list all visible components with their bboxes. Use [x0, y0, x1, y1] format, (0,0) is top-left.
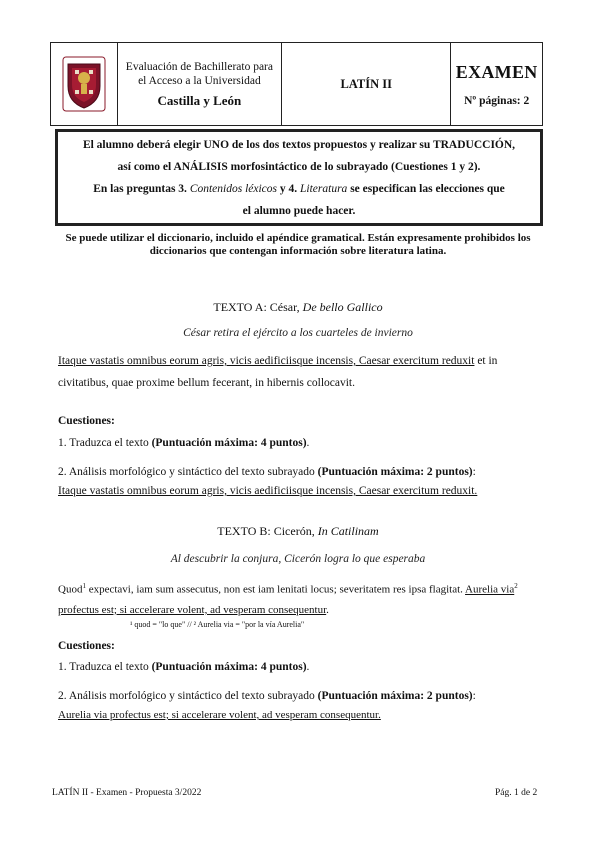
instructions-box	[55, 129, 543, 226]
texto-b-question-2	[58, 690, 476, 702]
texto-b-paragraph	[58, 576, 538, 620]
exam-label: EXAMEN	[455, 61, 538, 82]
note-line-1: Se puede utilizar el diccionario, incluido el apéndice gramatical. Están expresamente prohibidos los	[65, 232, 531, 244]
texto-b-q1-bold: (Puntuación máxima: 4 puntos)	[151, 661, 307, 673]
texto-a-subtitle: César retira el ejército a los cuarteles de invierno	[183, 327, 413, 339]
instructions-line-1: El alumno deberá elegir UNO de los dos textos propuestos y realizar su TRADUCCIÓN,	[82, 139, 516, 151]
texto-b-q2-text: 2. Análisis morfológico y sintáctico del texto subrayado	[58, 690, 318, 702]
texto-a-title-prefix: TEXTO A: César,	[213, 300, 300, 314]
texto-b-question-1	[58, 661, 309, 673]
texto-b-q1-end: .	[306, 661, 310, 673]
texto-a-q1-end: .	[306, 437, 310, 449]
footer-page-number: Pág. 1 de 2	[495, 788, 538, 798]
texto-a-q2-end: :	[472, 466, 476, 478]
texto-b-sup-2: 2	[514, 582, 518, 590]
instr-l3-a: En las preguntas 3.	[93, 183, 187, 195]
header-table	[50, 42, 543, 126]
texto-a-q1-text: 1. Traduzca el texto	[58, 437, 152, 449]
texto-b-mid: expectavi, iam sum assecutus, non est iam lenitati locus; severitatem res ipsa flagitat.	[85, 583, 466, 596]
texto-b-footnote: ¹ quod = "lo que" // ² Aurelia via = "por la vía Aurelia"	[130, 620, 305, 629]
note-line-2: diccionarios que contengan información sobre literatura latina.	[149, 245, 447, 257]
instr-l3-b: Contenidos léxicos	[189, 183, 278, 195]
texto-a-question-2	[58, 466, 476, 478]
texto-b-q2-end: :	[472, 690, 476, 702]
texto-a-q2-text: 2. Análisis morfológico y sintáctico del texto subrayado	[58, 466, 318, 478]
region-label: Castilla y León	[157, 93, 242, 108]
texto-b-q2-sentence: Aurelia via profectus est; si accelerare volent, ad vesperam consequentur.	[58, 709, 381, 721]
texto-a-title	[52, 300, 544, 315]
instr-l3-d: Literatura	[300, 183, 348, 195]
texto-b-q2-bold: (Puntuación máxima: 2 puntos)	[317, 690, 473, 702]
texto-b-subtitle: Al descubrir la conjura, Cicerón logra lo que esperaba	[170, 553, 426, 565]
texto-a-q2-sentence: Itaque vastatis omnibus eorum agris, vicis aedificiisque incensis, Caesar exercitum reduxit.	[58, 485, 478, 497]
texto-b-title-work: In Catilinam	[317, 524, 379, 538]
eval-line-2: el Acceso a la Universidad	[138, 75, 261, 87]
texto-a-rest: et in civitatibus, quae proxime bellum fecerant, in hibernis collocavit.	[58, 355, 498, 389]
subject-label: LATÍN II	[340, 76, 392, 91]
instr-l3-e: se especifican las elecciones que	[350, 183, 505, 195]
subject-cell	[282, 43, 451, 125]
texto-a-paragraph	[58, 350, 538, 394]
footer-exam-id: LATÍN II - Examen - Propuesta 3/2022	[52, 788, 202, 798]
instructions-line-4: el alumno puede hacer.	[242, 205, 356, 217]
dictionary-note	[52, 232, 544, 258]
texto-a-questions-head: Cuestiones:	[58, 415, 115, 427]
texto-a-q1-bold: (Puntuación máxima: 4 puntos)	[151, 437, 307, 449]
texto-b-title-prefix: TEXTO B: Cicerón,	[217, 524, 315, 538]
texto-b-sup-1: 1	[82, 582, 86, 590]
logo-cell	[51, 43, 118, 125]
texto-b-q1-text: 1. Traduzca el texto	[58, 661, 152, 673]
texto-b-under-1: Aurelia via	[465, 583, 515, 596]
pages-count: Nº páginas: 2	[464, 94, 530, 107]
texto-b-end: .	[326, 603, 329, 616]
texto-a-q2-bold: (Puntuación máxima: 2 puntos)	[317, 466, 473, 478]
university-crest-icon	[62, 56, 106, 112]
instr-l3-c: y 4.	[279, 183, 298, 195]
texto-a-question-1	[58, 437, 309, 449]
texto-b-under-2: profectus est; si accelerare volent, ad vesperam consequentur	[58, 603, 327, 616]
texto-a-underlined: Itaque vastatis omnibus eorum agris, vicis aedificiisque incensis, Caesar exercitum reduxit	[58, 355, 475, 367]
texto-b-questions-head: Cuestiones:	[58, 640, 115, 652]
texto-b-start: Quod	[58, 583, 83, 596]
evaluation-cell	[118, 43, 282, 125]
instructions-line-2: así como el ANÁLISIS morfosintáctico de lo subrayado (Cuestiones 1 y 2).	[117, 161, 481, 173]
instructions-line-3	[58, 178, 540, 200]
exam-cell	[451, 43, 542, 125]
texto-a-title-work: De bello Gallico	[302, 300, 383, 314]
eval-line-1: Evaluación de Bachillerato para	[125, 61, 273, 73]
texto-b-title	[52, 524, 544, 539]
